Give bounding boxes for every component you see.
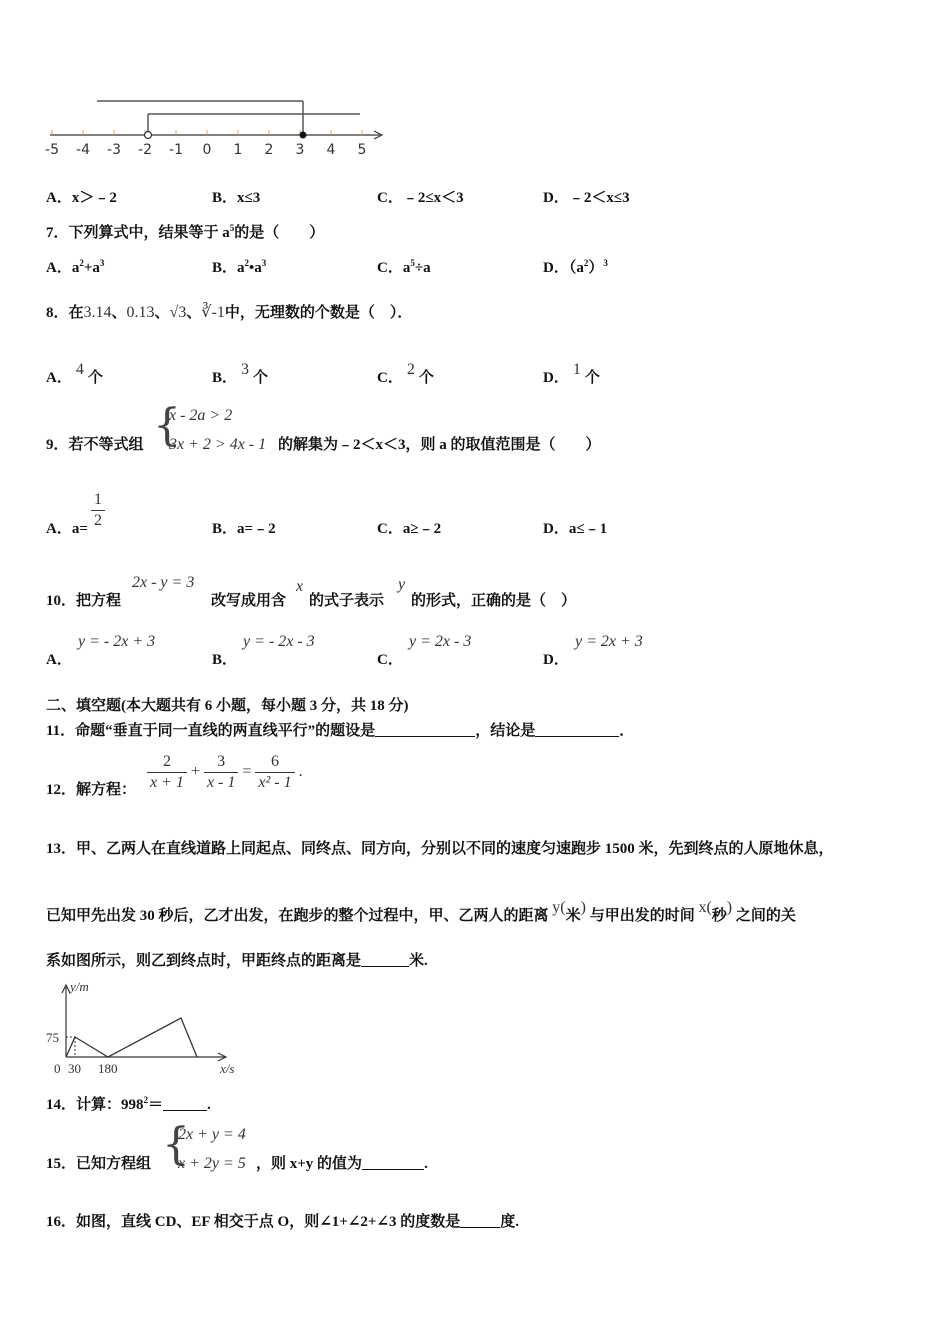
q14: 14．计算：$998^2=$ . <box>46 1095 211 1113</box>
q10-var-y: y <box>398 576 406 593</box>
number-line-label: -2 <box>138 142 152 158</box>
q10-option-a-label[interactable]: A． <box>46 652 72 668</box>
closed-point <box>300 132 307 139</box>
graph-x-tick-0: 0 <box>54 1061 61 1076</box>
q13-line2: 已知甲先出发 30 秒后，乙才出发，在跑步的整个过程中，甲、乙两人的距离 y(米) 与甲出发的时间 x(秒) 之间的关 <box>46 899 796 924</box>
q8-option-b[interactable]: B． 3 个 <box>212 361 269 386</box>
q13-line1: 13．甲、乙两人在直线道路上同起点、同终点、同方向，分别以不同的速度匀速跑步 1500 米，先到终点的人原地休息， <box>46 841 834 857</box>
open-point <box>145 132 152 139</box>
number-line-label: 0 <box>202 142 212 158</box>
q6-option-a[interactable]: A．x＞﹣2 <box>46 190 117 206</box>
q15-line1: 2x + y = 4 <box>178 1126 246 1143</box>
q9-line2: 3x + 2 > 4x - 1 <box>169 436 267 453</box>
q9-option-a[interactable]: A．a= <box>46 521 88 537</box>
q10-equation: 2x - y = 3 <box>132 574 195 591</box>
section-title: 二、填空题(本大题共有 6 小题，每小题 3 分，共 18 分) <box>46 698 409 714</box>
q10-option-c-label[interactable]: C． <box>377 652 403 668</box>
q8-stem: 8．在3.14、0.13、√3、∛-1中，无理数的个数是（ ）． <box>46 304 413 321</box>
q8-option-a[interactable]: A． 4 个 <box>46 361 103 386</box>
q15-blank[interactable] <box>362 1155 424 1170</box>
q9-option-d[interactable]: D．a≤﹣1 <box>543 521 608 537</box>
q10-mid1: 改写成用含 <box>211 593 287 609</box>
number-line-label: 2 <box>264 142 274 158</box>
graph-y-tick-75: 75 <box>46 1030 59 1045</box>
number-line-label: -1 <box>169 142 183 158</box>
q7-stem: 7．下列算式中，结果等于 $a^5$的是（ ） <box>46 223 325 241</box>
q13-line3: 系如图所示，则乙到终点时，甲距终点的距离是 米. <box>46 953 428 969</box>
q7-option-b[interactable]: B．$a^2•a^3$ <box>212 258 267 276</box>
q9-brace: { <box>153 400 181 451</box>
q10-option-d-label[interactable]: D． <box>543 652 569 668</box>
q8-option-d[interactable]: D． 1 个 <box>543 361 600 386</box>
q12-equation: $\frac{2}{x + 1}$ + $\frac{3}{x - 1}$ = $\frac{6}{\text{x² - 1}}$ . <box>147 752 303 793</box>
number-line-label: 4 <box>326 142 336 158</box>
q9-option-a-fraction: $\frac{1}{2}$ <box>91 490 105 531</box>
graph-y-label: y/m <box>70 979 89 994</box>
q9-option-b[interactable]: B．a=﹣2 <box>212 521 276 537</box>
number-line-label: -3 <box>107 142 121 158</box>
q11-blank-1[interactable] <box>375 722 475 737</box>
number-line-label: 1 <box>233 142 243 158</box>
q6-option-d[interactable]: D．﹣2＜x≤3 <box>543 190 630 206</box>
q10-option-b-label[interactable]: B． <box>212 652 238 668</box>
number-line-label: -5 <box>45 142 59 158</box>
graph-line <box>66 1018 197 1057</box>
number-line-label: -4 <box>76 142 90 158</box>
q11-blank-2[interactable] <box>535 722 619 737</box>
q12-prefix: 12．解方程： <box>46 782 137 798</box>
q9-suffix: 的解集为﹣2＜x＜3，则 a 的取值范围是（ ） <box>278 437 601 453</box>
q10-prefix: 10．把方程 <box>46 593 122 609</box>
q6-option-c[interactable]: C．﹣2≤x＜3 <box>377 190 464 206</box>
q10-var-x: x <box>296 578 304 595</box>
number-line-label: 3 <box>295 142 305 158</box>
q16: 16．如图，直线 CD、EF 相交于点 O，则∠1+∠2+∠3 的度数是 度. <box>46 1214 520 1230</box>
q7-option-c[interactable]: C．$a^5\div a$ <box>377 258 431 276</box>
q7-option-a[interactable]: A．$a^2+a^3$ <box>46 258 105 276</box>
graph-x-label: x/s <box>220 1061 235 1076</box>
graph-x-tick-30: 30 <box>68 1061 81 1076</box>
q8-option-c[interactable]: C． 2 个 <box>377 361 434 386</box>
q9-option-c[interactable]: C．a≥﹣2 <box>377 521 442 537</box>
q15-prefix: 15．已知方程组 <box>46 1156 152 1172</box>
q10-option-c[interactable]: y = 2x - 3 <box>409 633 472 650</box>
graph-x-tick-180: 180 <box>98 1061 118 1076</box>
q6-option-b[interactable]: B．x≤3 <box>212 190 261 206</box>
q10-option-d[interactable]: y = 2x + 3 <box>575 633 643 650</box>
q9-prefix: 9．若不等式组 <box>46 437 144 453</box>
q11: 11．命题“垂直于同一直线的两直线平行”的题设是 ，结论是 ． <box>46 723 635 739</box>
q15-suffix: ，则 x+y 的值为 . <box>256 1156 428 1172</box>
q9-line1: x - 2a > 2 <box>169 407 233 424</box>
q14-blank[interactable] <box>163 1096 207 1111</box>
q7-option-d[interactable]: D．$(a^2)^3$ <box>543 258 608 276</box>
q10-suffix: 的形式，正确的是（ ） <box>411 593 577 609</box>
q15-brace: { <box>162 1119 190 1170</box>
q10-option-b[interactable]: y = - 2x - 3 <box>243 633 315 650</box>
distance-time-graph <box>40 975 250 1080</box>
q10-option-a[interactable]: y = - 2x + 3 <box>78 633 156 650</box>
number-line-label: 5 <box>357 142 367 158</box>
q10-mid2: 的式子表示 <box>309 593 385 609</box>
number-line <box>40 92 390 162</box>
q15-line2: x + 2y = 5 <box>178 1155 246 1172</box>
q16-blank[interactable] <box>460 1213 500 1228</box>
q13-blank[interactable] <box>361 952 409 967</box>
